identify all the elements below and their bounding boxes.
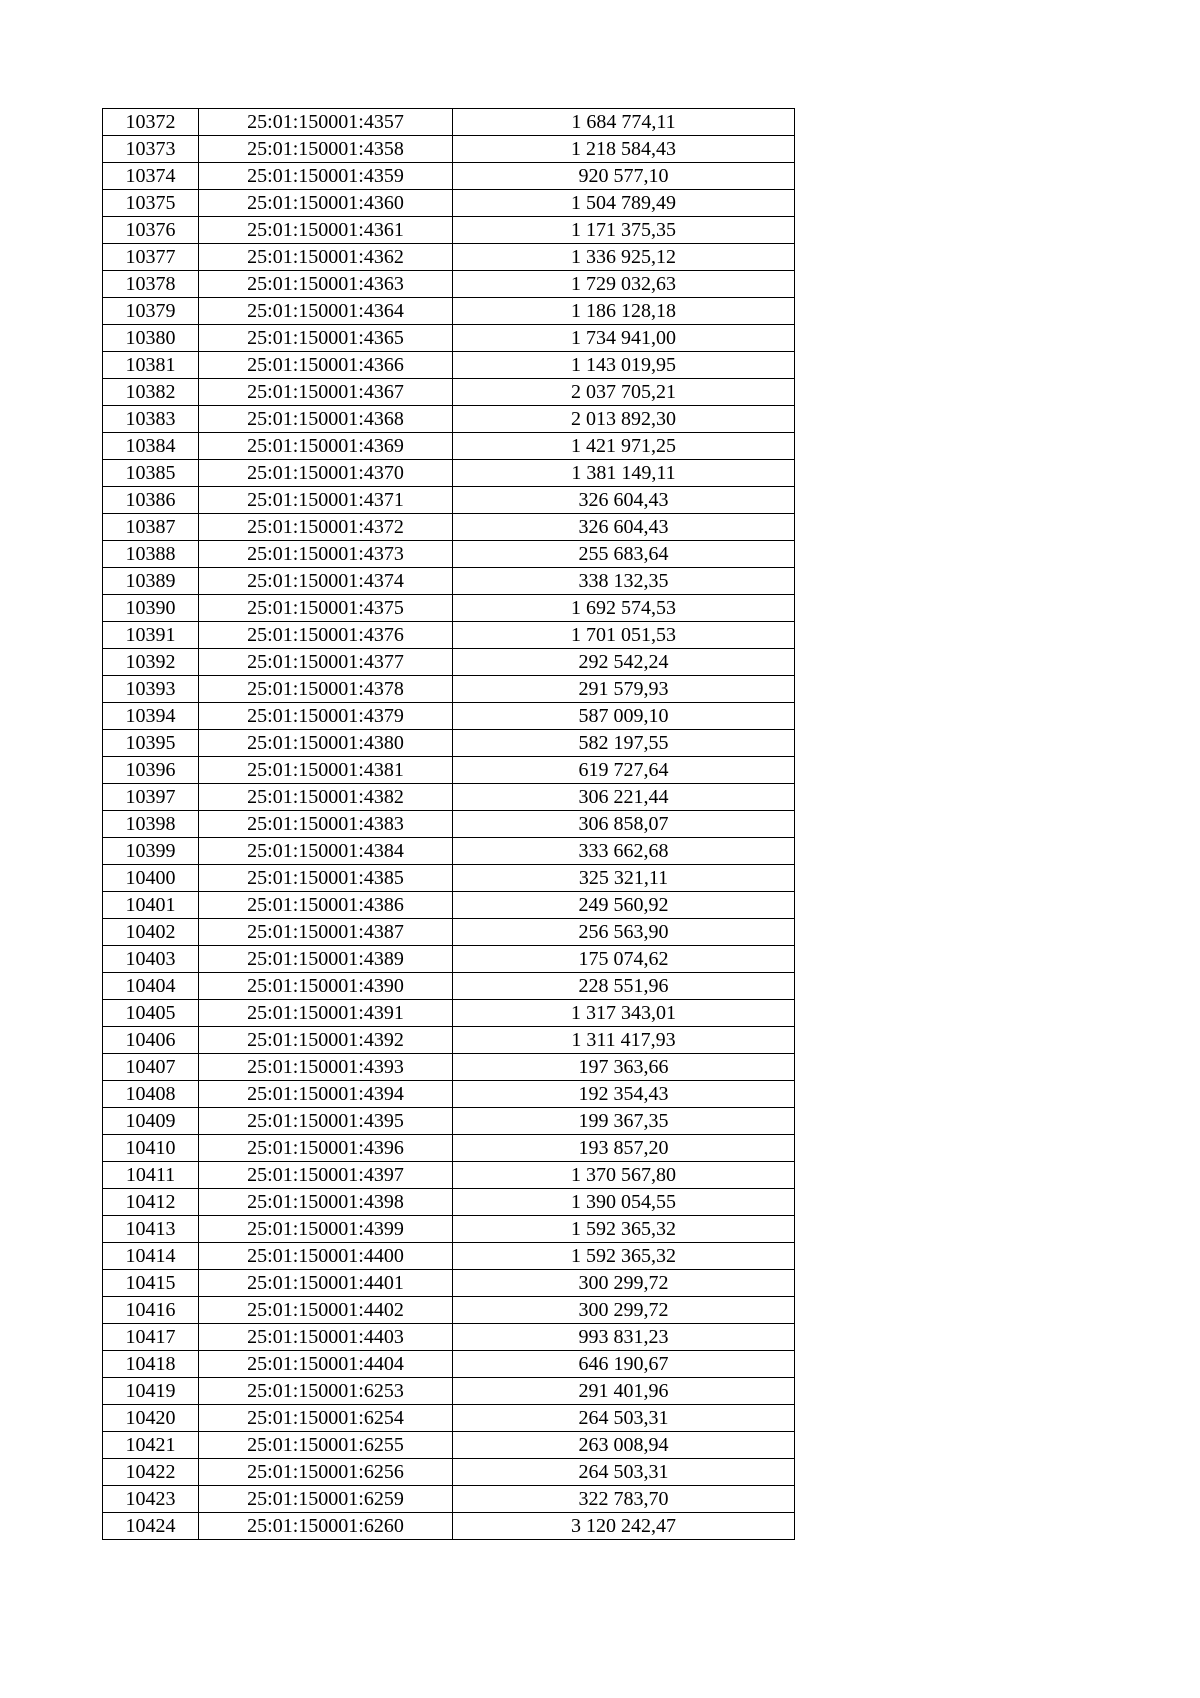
cadastral-value-cell: 646 190,67 [453,1351,795,1378]
cadastral-value-cell: 1 592 365,32 [453,1243,795,1270]
cadastral-value-cell: 326 604,43 [453,487,795,514]
cadastral-number-cell: 25:01:150001:6254 [199,1405,453,1432]
table-row [103,1513,795,1540]
cadastral-number-cell: 25:01:150001:4396 [199,1135,453,1162]
cadastral-value-cell: 1 336 925,12 [453,244,795,271]
table-row [103,136,795,163]
row-number-cell: 10417 [103,1324,199,1351]
cadastral-number-cell: 25:01:150001:4391 [199,1000,453,1027]
table-row [103,514,795,541]
row-number-cell: 10412 [103,1189,199,1216]
cadastral-number-cell: 25:01:150001:4365 [199,325,453,352]
table-row [103,487,795,514]
cadastral-value-cell: 920 577,10 [453,163,795,190]
row-number-cell: 10375 [103,190,199,217]
cadastral-number-cell: 25:01:150001:4383 [199,811,453,838]
table-row [103,1351,795,1378]
row-number-cell: 10372 [103,109,199,136]
cadastral-number-cell: 25:01:150001:4403 [199,1324,453,1351]
row-number-cell: 10388 [103,541,199,568]
row-number-cell: 10373 [103,136,199,163]
cadastral-value-cell: 322 783,70 [453,1486,795,1513]
cadastral-value-cell: 1 171 375,35 [453,217,795,244]
row-number-cell: 10399 [103,838,199,865]
table-row [103,1162,795,1189]
cadastral-value-cell: 306 221,44 [453,784,795,811]
table-row [103,1405,795,1432]
row-number-cell: 10400 [103,865,199,892]
row-number-cell: 10392 [103,649,199,676]
cadastral-value-cell: 993 831,23 [453,1324,795,1351]
cadastral-value-cell: 1 421 971,25 [453,433,795,460]
cadastral-value-table [102,108,795,1540]
cadastral-value-cell: 192 354,43 [453,1081,795,1108]
row-number-cell: 10395 [103,730,199,757]
row-number-cell: 10404 [103,973,199,1000]
table-row [103,541,795,568]
row-number-cell: 10410 [103,1135,199,1162]
table-row [103,622,795,649]
table-row [103,379,795,406]
row-number-cell: 10382 [103,379,199,406]
cadastral-number-cell: 25:01:150001:4369 [199,433,453,460]
cadastral-number-cell: 25:01:150001:4380 [199,730,453,757]
cadastral-value-cell: 1 218 584,43 [453,136,795,163]
cadastral-value-cell: 300 299,72 [453,1270,795,1297]
table-row [103,1216,795,1243]
cadastral-number-cell: 25:01:150001:4382 [199,784,453,811]
row-number-cell: 10379 [103,298,199,325]
table-row [103,649,795,676]
row-number-cell: 10385 [103,460,199,487]
cadastral-number-cell: 25:01:150001:4386 [199,892,453,919]
row-number-cell: 10416 [103,1297,199,1324]
table-row [103,919,795,946]
table-row [103,1027,795,1054]
cadastral-value-cell: 2 013 892,30 [453,406,795,433]
row-number-cell: 10401 [103,892,199,919]
table-row [103,946,795,973]
cadastral-number-cell: 25:01:150001:6253 [199,1378,453,1405]
cadastral-value-cell: 1 311 417,93 [453,1027,795,1054]
table-row [103,703,795,730]
cadastral-number-cell: 25:01:150001:6260 [199,1513,453,1540]
cadastral-number-cell: 25:01:150001:4385 [199,865,453,892]
table-row [103,190,795,217]
cadastral-number-cell: 25:01:150001:4363 [199,271,453,298]
table-row [103,244,795,271]
cadastral-value-cell: 1 692 574,53 [453,595,795,622]
cadastral-value-cell: 1 143 019,95 [453,352,795,379]
cadastral-number-cell: 25:01:150001:4400 [199,1243,453,1270]
cadastral-number-cell: 25:01:150001:4362 [199,244,453,271]
row-number-cell: 10411 [103,1162,199,1189]
table-row [103,730,795,757]
table-row [103,298,795,325]
cadastral-value-cell: 263 008,94 [453,1432,795,1459]
cadastral-value-cell: 333 662,68 [453,838,795,865]
cadastral-number-cell: 25:01:150001:4372 [199,514,453,541]
table-row [103,838,795,865]
cadastral-number-cell: 25:01:150001:6259 [199,1486,453,1513]
cadastral-value-cell: 2 037 705,21 [453,379,795,406]
row-number-cell: 10384 [103,433,199,460]
cadastral-number-cell: 25:01:150001:4357 [199,109,453,136]
table-row [103,406,795,433]
row-number-cell: 10422 [103,1459,199,1486]
cadastral-number-cell: 25:01:150001:4374 [199,568,453,595]
table-row [103,1054,795,1081]
table-row [103,1270,795,1297]
cadastral-value-cell: 1 592 365,32 [453,1216,795,1243]
cadastral-value-cell: 291 579,93 [453,676,795,703]
cadastral-value-cell: 300 299,72 [453,1297,795,1324]
row-number-cell: 10402 [103,919,199,946]
row-number-cell: 10374 [103,163,199,190]
cadastral-number-cell: 25:01:150001:4393 [199,1054,453,1081]
row-number-cell: 10423 [103,1486,199,1513]
cadastral-number-cell: 25:01:150001:4404 [199,1351,453,1378]
cadastral-number-cell: 25:01:150001:4384 [199,838,453,865]
cadastral-number-cell: 25:01:150001:4361 [199,217,453,244]
cadastral-number-cell: 25:01:150001:4358 [199,136,453,163]
row-number-cell: 10413 [103,1216,199,1243]
cadastral-value-cell: 193 857,20 [453,1135,795,1162]
row-number-cell: 10421 [103,1432,199,1459]
row-number-cell: 10420 [103,1405,199,1432]
table-row [103,460,795,487]
cadastral-value-cell: 1 390 054,55 [453,1189,795,1216]
row-number-cell: 10393 [103,676,199,703]
cadastral-number-cell: 25:01:150001:4394 [199,1081,453,1108]
cadastral-number-cell: 25:01:150001:4359 [199,163,453,190]
row-number-cell: 10383 [103,406,199,433]
cadastral-value-cell: 264 503,31 [453,1459,795,1486]
table-row [103,784,795,811]
cadastral-number-cell: 25:01:150001:4377 [199,649,453,676]
cadastral-value-cell: 228 551,96 [453,973,795,1000]
table-row [103,568,795,595]
row-number-cell: 10376 [103,217,199,244]
table-row [103,163,795,190]
table-row [103,757,795,784]
table-row [103,1081,795,1108]
table-row [103,676,795,703]
cadastral-value-cell: 1 370 567,80 [453,1162,795,1189]
table-row [103,1243,795,1270]
row-number-cell: 10386 [103,487,199,514]
row-number-cell: 10381 [103,352,199,379]
cadastral-number-cell: 25:01:150001:4368 [199,406,453,433]
table-row [103,109,795,136]
table-row [103,973,795,1000]
row-number-cell: 10405 [103,1000,199,1027]
cadastral-number-cell: 25:01:150001:4392 [199,1027,453,1054]
cadastral-value-cell: 1 381 149,11 [453,460,795,487]
cadastral-value-cell: 175 074,62 [453,946,795,973]
table-row [103,892,795,919]
cadastral-value-cell: 326 604,43 [453,514,795,541]
cadastral-value-cell: 325 321,11 [453,865,795,892]
table-row [103,271,795,298]
row-number-cell: 10424 [103,1513,199,1540]
cadastral-number-cell: 25:01:150001:4398 [199,1189,453,1216]
table-row [103,325,795,352]
row-number-cell: 10397 [103,784,199,811]
table-row [103,1000,795,1027]
cadastral-value-cell: 1 701 051,53 [453,622,795,649]
table-row [103,595,795,622]
row-number-cell: 10414 [103,1243,199,1270]
cadastral-value-cell: 256 563,90 [453,919,795,946]
table-row [103,1108,795,1135]
cadastral-number-cell: 25:01:150001:4378 [199,676,453,703]
cadastral-value-cell: 199 367,35 [453,1108,795,1135]
cadastral-value-cell: 249 560,92 [453,892,795,919]
cadastral-number-cell: 25:01:150001:4381 [199,757,453,784]
cadastral-number-cell: 25:01:150001:4367 [199,379,453,406]
table-row [103,811,795,838]
cadastral-value-cell: 197 363,66 [453,1054,795,1081]
cadastral-number-cell: 25:01:150001:4371 [199,487,453,514]
cadastral-value-cell: 264 503,31 [453,1405,795,1432]
cadastral-number-cell: 25:01:150001:4366 [199,352,453,379]
cadastral-number-cell: 25:01:150001:4397 [199,1162,453,1189]
cadastral-number-cell: 25:01:150001:4395 [199,1108,453,1135]
table-row [103,1135,795,1162]
cadastral-value-cell: 292 542,24 [453,649,795,676]
row-number-cell: 10409 [103,1108,199,1135]
cadastral-value-cell: 1 504 789,49 [453,190,795,217]
cadastral-value-cell: 255 683,64 [453,541,795,568]
cadastral-number-cell: 25:01:150001:4370 [199,460,453,487]
cadastral-value-cell: 587 009,10 [453,703,795,730]
cadastral-value-cell: 306 858,07 [453,811,795,838]
cadastral-number-cell: 25:01:150001:4387 [199,919,453,946]
row-number-cell: 10406 [103,1027,199,1054]
row-number-cell: 10377 [103,244,199,271]
row-number-cell: 10419 [103,1378,199,1405]
row-number-cell: 10387 [103,514,199,541]
table-row [103,1459,795,1486]
table-row [103,1432,795,1459]
cadastral-value-cell: 3 120 242,47 [453,1513,795,1540]
table-row [103,1486,795,1513]
cadastral-value-cell: 1 684 774,11 [453,109,795,136]
row-number-cell: 10398 [103,811,199,838]
table-row [103,1378,795,1405]
cadastral-number-cell: 25:01:150001:6255 [199,1432,453,1459]
cadastral-number-cell: 25:01:150001:4402 [199,1297,453,1324]
row-number-cell: 10390 [103,595,199,622]
table-row [103,865,795,892]
table-row [103,1324,795,1351]
row-number-cell: 10380 [103,325,199,352]
cadastral-number-cell: 25:01:150001:4401 [199,1270,453,1297]
table-row [103,352,795,379]
row-number-cell: 10415 [103,1270,199,1297]
cadastral-value-cell: 1 734 941,00 [453,325,795,352]
cadastral-number-cell: 25:01:150001:4379 [199,703,453,730]
cadastral-value-cell: 1 186 128,18 [453,298,795,325]
row-number-cell: 10396 [103,757,199,784]
cadastral-number-cell: 25:01:150001:4375 [199,595,453,622]
cadastral-number-cell: 25:01:150001:4376 [199,622,453,649]
table-body [103,109,795,1540]
cadastral-number-cell: 25:01:150001:4399 [199,1216,453,1243]
cadastral-value-cell: 619 727,64 [453,757,795,784]
cadastral-number-cell: 25:01:150001:4364 [199,298,453,325]
cadastral-number-cell: 25:01:150001:4390 [199,973,453,1000]
row-number-cell: 10394 [103,703,199,730]
cadastral-value-cell: 1 317 343,01 [453,1000,795,1027]
cadastral-number-cell: 25:01:150001:4373 [199,541,453,568]
table-row [103,433,795,460]
row-number-cell: 10378 [103,271,199,298]
row-number-cell: 10408 [103,1081,199,1108]
cadastral-value-cell: 338 132,35 [453,568,795,595]
row-number-cell: 10389 [103,568,199,595]
cadastral-value-cell: 582 197,55 [453,730,795,757]
table-row [103,1297,795,1324]
row-number-cell: 10418 [103,1351,199,1378]
cadastral-number-cell: 25:01:150001:4360 [199,190,453,217]
table-row [103,217,795,244]
cadastral-value-cell: 1 729 032,63 [453,271,795,298]
cadastral-number-cell: 25:01:150001:6256 [199,1459,453,1486]
cadastral-number-cell: 25:01:150001:4389 [199,946,453,973]
cadastral-value-cell: 291 401,96 [453,1378,795,1405]
row-number-cell: 10403 [103,946,199,973]
row-number-cell: 10407 [103,1054,199,1081]
row-number-cell: 10391 [103,622,199,649]
table-row [103,1189,795,1216]
